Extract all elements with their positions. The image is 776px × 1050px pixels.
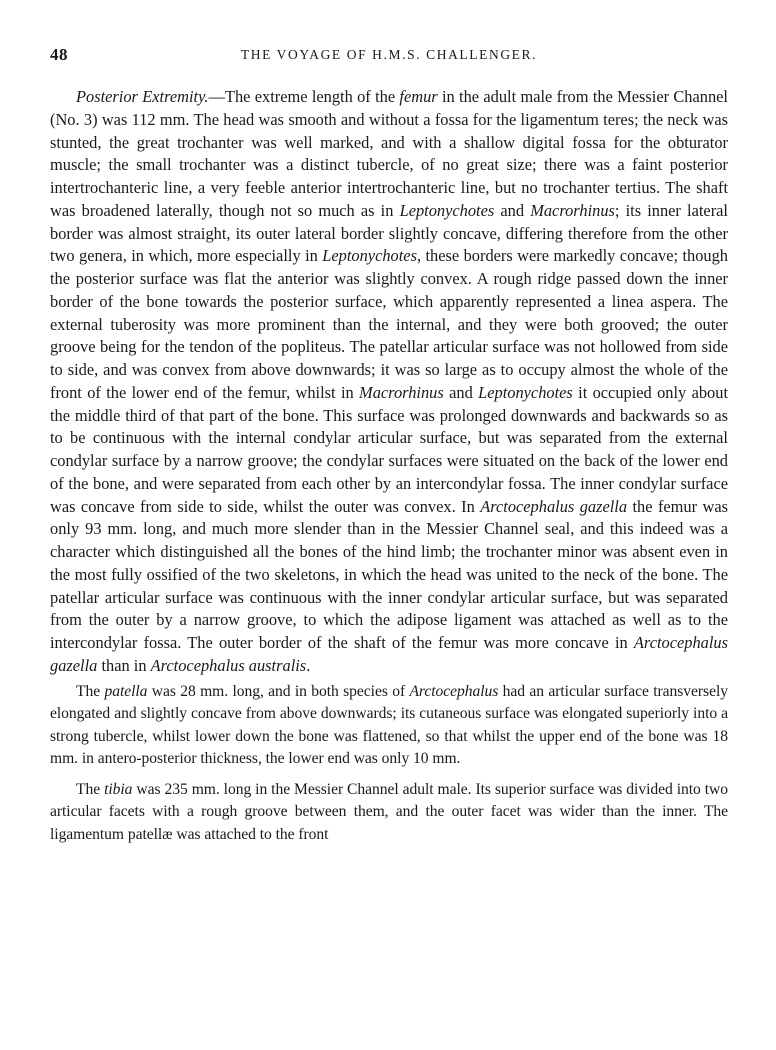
italic-term: femur <box>399 87 438 106</box>
text-run: had an articular surface transversely elongated and slightly concave from above downwards; its cutaneous surface was elongated superiorly into a strong tubercle, whilst lower down the bone was flattened, so that whilst the upper end of the bone was 18 mm. in antero-posterior thickness, the lower end was only 10 mm. <box>50 682 728 768</box>
italic-term: Macrorhinus <box>530 200 615 220</box>
running-title: THE VOYAGE OF H.M.S. CHALLENGER. <box>240 47 538 62</box>
italic-term: Arctocephalus <box>409 682 499 700</box>
italic-term: patella <box>104 682 148 700</box>
text-run: and <box>443 382 479 402</box>
paragraph-posterior-extremity <box>50 86 728 678</box>
text-run: in the adult male from the Messier Channel (No. 3) was 112 mm. The head was smooth and without a fossa for the ligamentum teres; the neck was stunted, the great trochanter was well marked, and with a shallow digital fossa for the obturator muscle; the small trochanter was a distinct tubercle, of no great size; there was a faint posterior intertrochanteric line, a very feeble anterior intertrochanteric line, but no trochanter tertius. The shaft was broadened laterally, though not so much as in <box>50 87 728 220</box>
text-run: The <box>76 780 105 798</box>
italic-term: Posterior Extremity. <box>76 87 209 106</box>
text-run: . <box>306 655 311 675</box>
italic-term: Leptonychotes <box>399 200 495 220</box>
page-header <box>50 45 728 69</box>
italic-term: Arctocephalus gazella <box>480 496 628 516</box>
text-run: it occupied only about the middle third of that part of the bone. This surface was prolonged downwards and backwards so as to be continuous with the internal condylar articular surface, but was separated from the external condylar surface by a narrow groove; the condylar surfaces were situated on the back of the lower end of the bone, and were separated from each other by an intercondylar fossa. The inner condylar surface was concave from side to side, whilst the outer was convex. In <box>50 382 728 516</box>
text-run: ; its inner lateral border was almost straight, its outer lateral border slightly concave, differing therefore from the other two genera, in which, more especially in <box>50 200 728 266</box>
text-run: the femur was only 93 mm. long, and much more slender than in the Messier Channel seal, and this indeed was a character which distinguished all the bones of the hind limb; the trochanter minor was absent even in the most fully ossified of the two skeletons, in which the head was united to the neck of the bone. The patellar articular surface was continuous with the inner condylar articular surface, but was separated from the outer by a narrow groove, to which the adipose ligament was attached as well as to the intercondylar fossa. The outer border of the shaft of the femur was more concave in <box>50 496 729 652</box>
text-run: was 28 mm. long, and in both species of <box>147 682 410 700</box>
italic-term: Macrorhinus <box>359 382 444 402</box>
text-run: was 235 mm. long in the Messier Channel adult male. Its superior surface was divided into two articular facets with a rough groove between them, and the outer facet was wider than the inner. The ligamentum patellæ was attached to the front <box>50 780 728 844</box>
body-text <box>50 86 728 847</box>
text-run: —The extreme length of the <box>208 87 400 106</box>
text-run: , these borders were markedly concave; though the posterior surface was flat the anterior was slightly convex. A rough ridge passed down the inner border of the bone towards the posterior surface, which apparently represented a linea aspera. The external tuberosity was more prominent than the internal, and they were both grooved; the outer groove being for the tendon of the popliteus. The patellar articular surface was not hollowed from side to side, and was convex from above downwards; it was so large as to occupy almost the whole of the front of the lower end of the femur, whilst in <box>50 246 729 402</box>
text-run: than in <box>97 655 151 675</box>
paragraph-patella <box>50 681 728 771</box>
italic-term: Arctocephalus australis <box>150 655 307 675</box>
text-run: and <box>494 200 531 220</box>
text-run: The <box>76 682 105 700</box>
italic-term: Leptonychotes <box>478 382 573 402</box>
paragraph-tibia <box>50 779 728 847</box>
italic-term: Leptonychotes <box>322 246 417 266</box>
page-number: 48 <box>50 45 68 64</box>
italic-term: Arctocephalus gazella <box>50 633 728 675</box>
italic-term: tibia <box>104 780 133 798</box>
